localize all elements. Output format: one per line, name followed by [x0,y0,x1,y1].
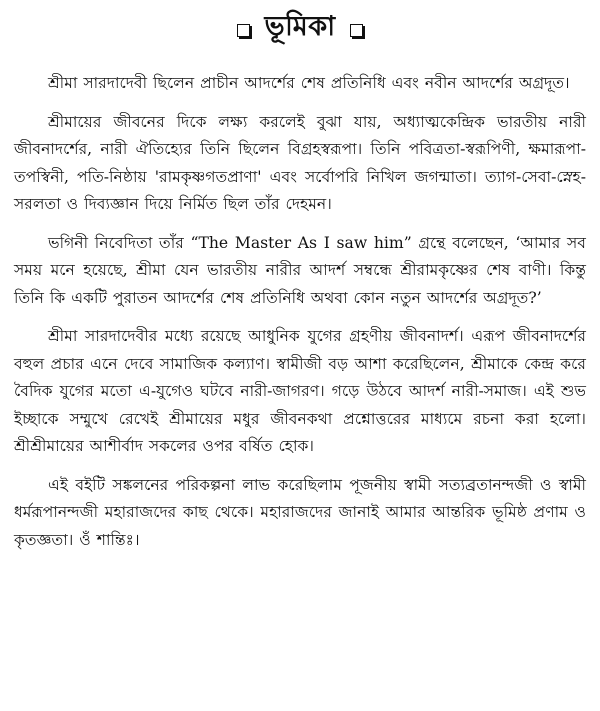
box-icon [237,24,250,37]
paragraph-5: এই বইটি সঙ্কলনের পরিকল্পনা লাভ করেছিলাম পূজনীয় স্বামী সত্যব্রতানন্দজী ও স্বামী ধর্মরূপানন্দজী মহারাজদের কাছ থেকে। মহারাজদের জানাই আমার আন্তরিক ভূমিষ্ঠ প্রণাম ও কৃতজ্ঞতা। ওঁ শান্তিঃ। [14,475,586,549]
box-icon [350,24,363,37]
paragraph-1: শ্রীমা সারদাদেবী ছিলেন প্রাচীন আদর্শের শেষ প্রতিনিধি এবং নবীন আদর্শের অগ্রদূত। [48,74,570,92]
title-row [14,8,586,46]
page-title: ভূমিকা [264,11,336,42]
paragraph-3: ভগিনী নিবেদিতা তাঁর “The Master As I saw him” গ্রন্থে বলেছেন, ‘আমার সব সময় মনে হয়েছে, শ্রীমা যেন ভারতীয় নারীর আদর্শ সম্বন্ধে শ্রীরামকৃষ্ণের শেষ বাণী। কিন্তু তিনি কি একটি পুরাতন আদর্শের শেষ প্রতিনিধি অথবা কোন নতুন আদর্শের অগ্রদূত?’ [14,233,586,307]
paragraph-4: শ্রীমা সারদাদেবীর মধ্যে রয়েছে আধুনিক যুগের গ্রহণীয় জীবনাদর্শ। এরূপ জীবনাদর্শের বহুল প্রচার এনে দেবে সামাজিক কল্যাণ। স্বামীজী বড় আশা করেছিলেন, শ্রীমাকে কেন্দ্র করে বৈদিক যুগের মতো এ-যুগেও ঘটবে নারী-জাগরণ। গড়ে উঠবে আদর্শ নারী-সমাজ। এই শুভ ইচ্ছাকে সম্মুখে রেখেই শ্রীমায়ের মধুর জীবনকথা প্রশ্নোত্তরের মাধ্যমে রচনা করা হলো। শ্রীশ্রীমায়ের আশীর্বাদ সকলের ওপর বর্ষিত হোক। [14,327,586,455]
paragraph-2: শ্রীমায়ের জীবনের দিকে লক্ষ্য করলেই বুঝা যায়, অধ্যাত্মকেন্দ্রিক ভারতীয় নারী জীবনাদর্শের, নারী ঐতিহ্যের তিনি ছিলেন বিগ্রহস্বরূপা। তিনি পবিত্রতা-স্বরূপিণী, ক্ষমারূপা-তপস্বিনী, পতি-নিষ্ঠায় 'রামকৃষ্ণগতপ্রাণা' এবং সর্বোপরি নিখিল জগন্মাতা। ত্যাগ-সেবা-স্নেহ-সরলতা ও দিব্যজ্ঞান দিয়ে নির্মিত ছিল তাঁর দেহমন। [14,112,586,213]
